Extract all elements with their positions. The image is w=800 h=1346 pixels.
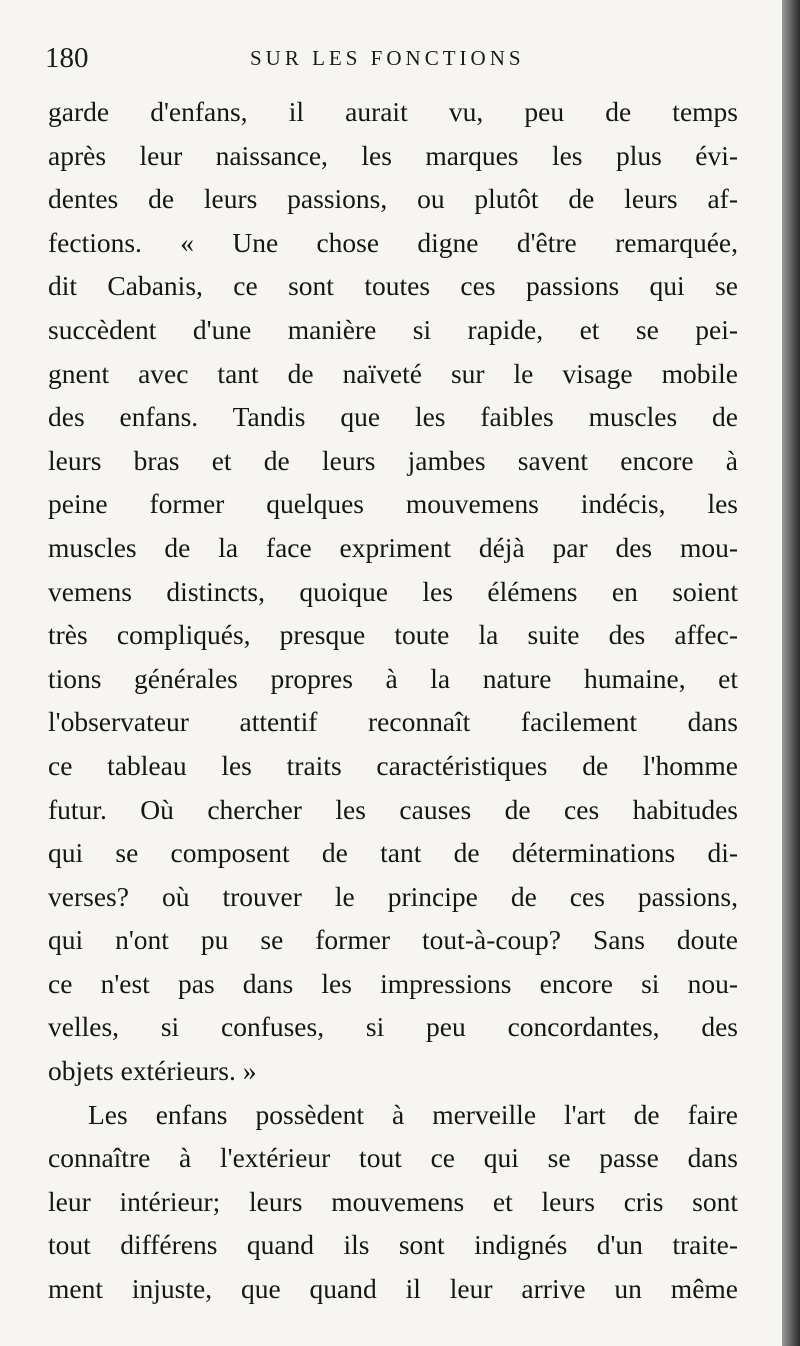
text-line: dit Cabanis, ce sont toutes ces passions qui se [48, 270, 738, 302]
text-line: l'observateur attentif reconnaît facilement dans [48, 706, 738, 738]
text-line: ce n'est pas dans les impressions encore si nou- [48, 967, 738, 999]
text-line: futur. Où chercher les causes de ces habitudes [48, 793, 738, 825]
text-line: verses? où trouver le principe de ces passions, [48, 880, 738, 912]
text-line: fections. « Une chose digne d'être remarquée, [48, 226, 738, 258]
text-line: qui se composent de tant de déterminations di- [48, 837, 738, 869]
text-line: des enfans. Tandis que les faibles muscles de [48, 401, 738, 433]
text-line: velles, si confuses, si peu concordantes, des [48, 1011, 738, 1043]
text-line: muscles de la face expriment déjà par des mou- [48, 531, 738, 563]
text-line: qui n'ont pu se former tout-à-coup? Sans doute [48, 924, 738, 956]
page-header [45, 42, 745, 82]
text-line: gnent avec tant de naïveté sur le visage mobile [48, 357, 738, 389]
text-line: peine former quelques mouvemens indécis, les [48, 488, 738, 520]
text-line: leurs bras et de leurs jambes savent encore à [48, 444, 738, 476]
page-number: 180 [45, 42, 89, 74]
text-line: très compliqués, presque toute la suite des affec- [48, 619, 738, 651]
text-line: tions générales propres à la nature humaine, et [48, 662, 738, 694]
text-line: ce tableau les traits caractéristiques de l'homme [48, 749, 738, 781]
body-text [48, 90, 738, 1311]
text-line: objets extérieurs. » [48, 1055, 257, 1087]
text-line: connaître à l'extérieur tout ce qui se passe dans [48, 1142, 738, 1174]
running-head: SUR LES FONCTIONS [250, 46, 525, 70]
text-line: vemens distincts, quoique les élémens en soient [48, 575, 738, 607]
paragraph [48, 90, 738, 1093]
text-line: leur intérieur; leurs mouvemens et leurs cris sont [48, 1185, 738, 1217]
text-line: garde d'enfans, il aurait vu, peu de temps [48, 96, 738, 127]
page-edge-shadow [782, 0, 800, 1346]
text-line: après leur naissance, les marques les plus évi- [48, 139, 738, 171]
paragraph [48, 1093, 738, 1311]
text-line: ment injuste, que quand il leur arrive un même [48, 1273, 738, 1305]
text-line: succèdent d'une manière si rapide, et se pei- [48, 313, 738, 345]
text-line: tout différens quand ils sont indignés d'un traite- [48, 1229, 738, 1261]
text-line: Les enfans possèdent à merveille l'art de faire [88, 1098, 738, 1130]
text-line: dentes de leurs passions, ou plutôt de leurs af- [48, 183, 738, 215]
